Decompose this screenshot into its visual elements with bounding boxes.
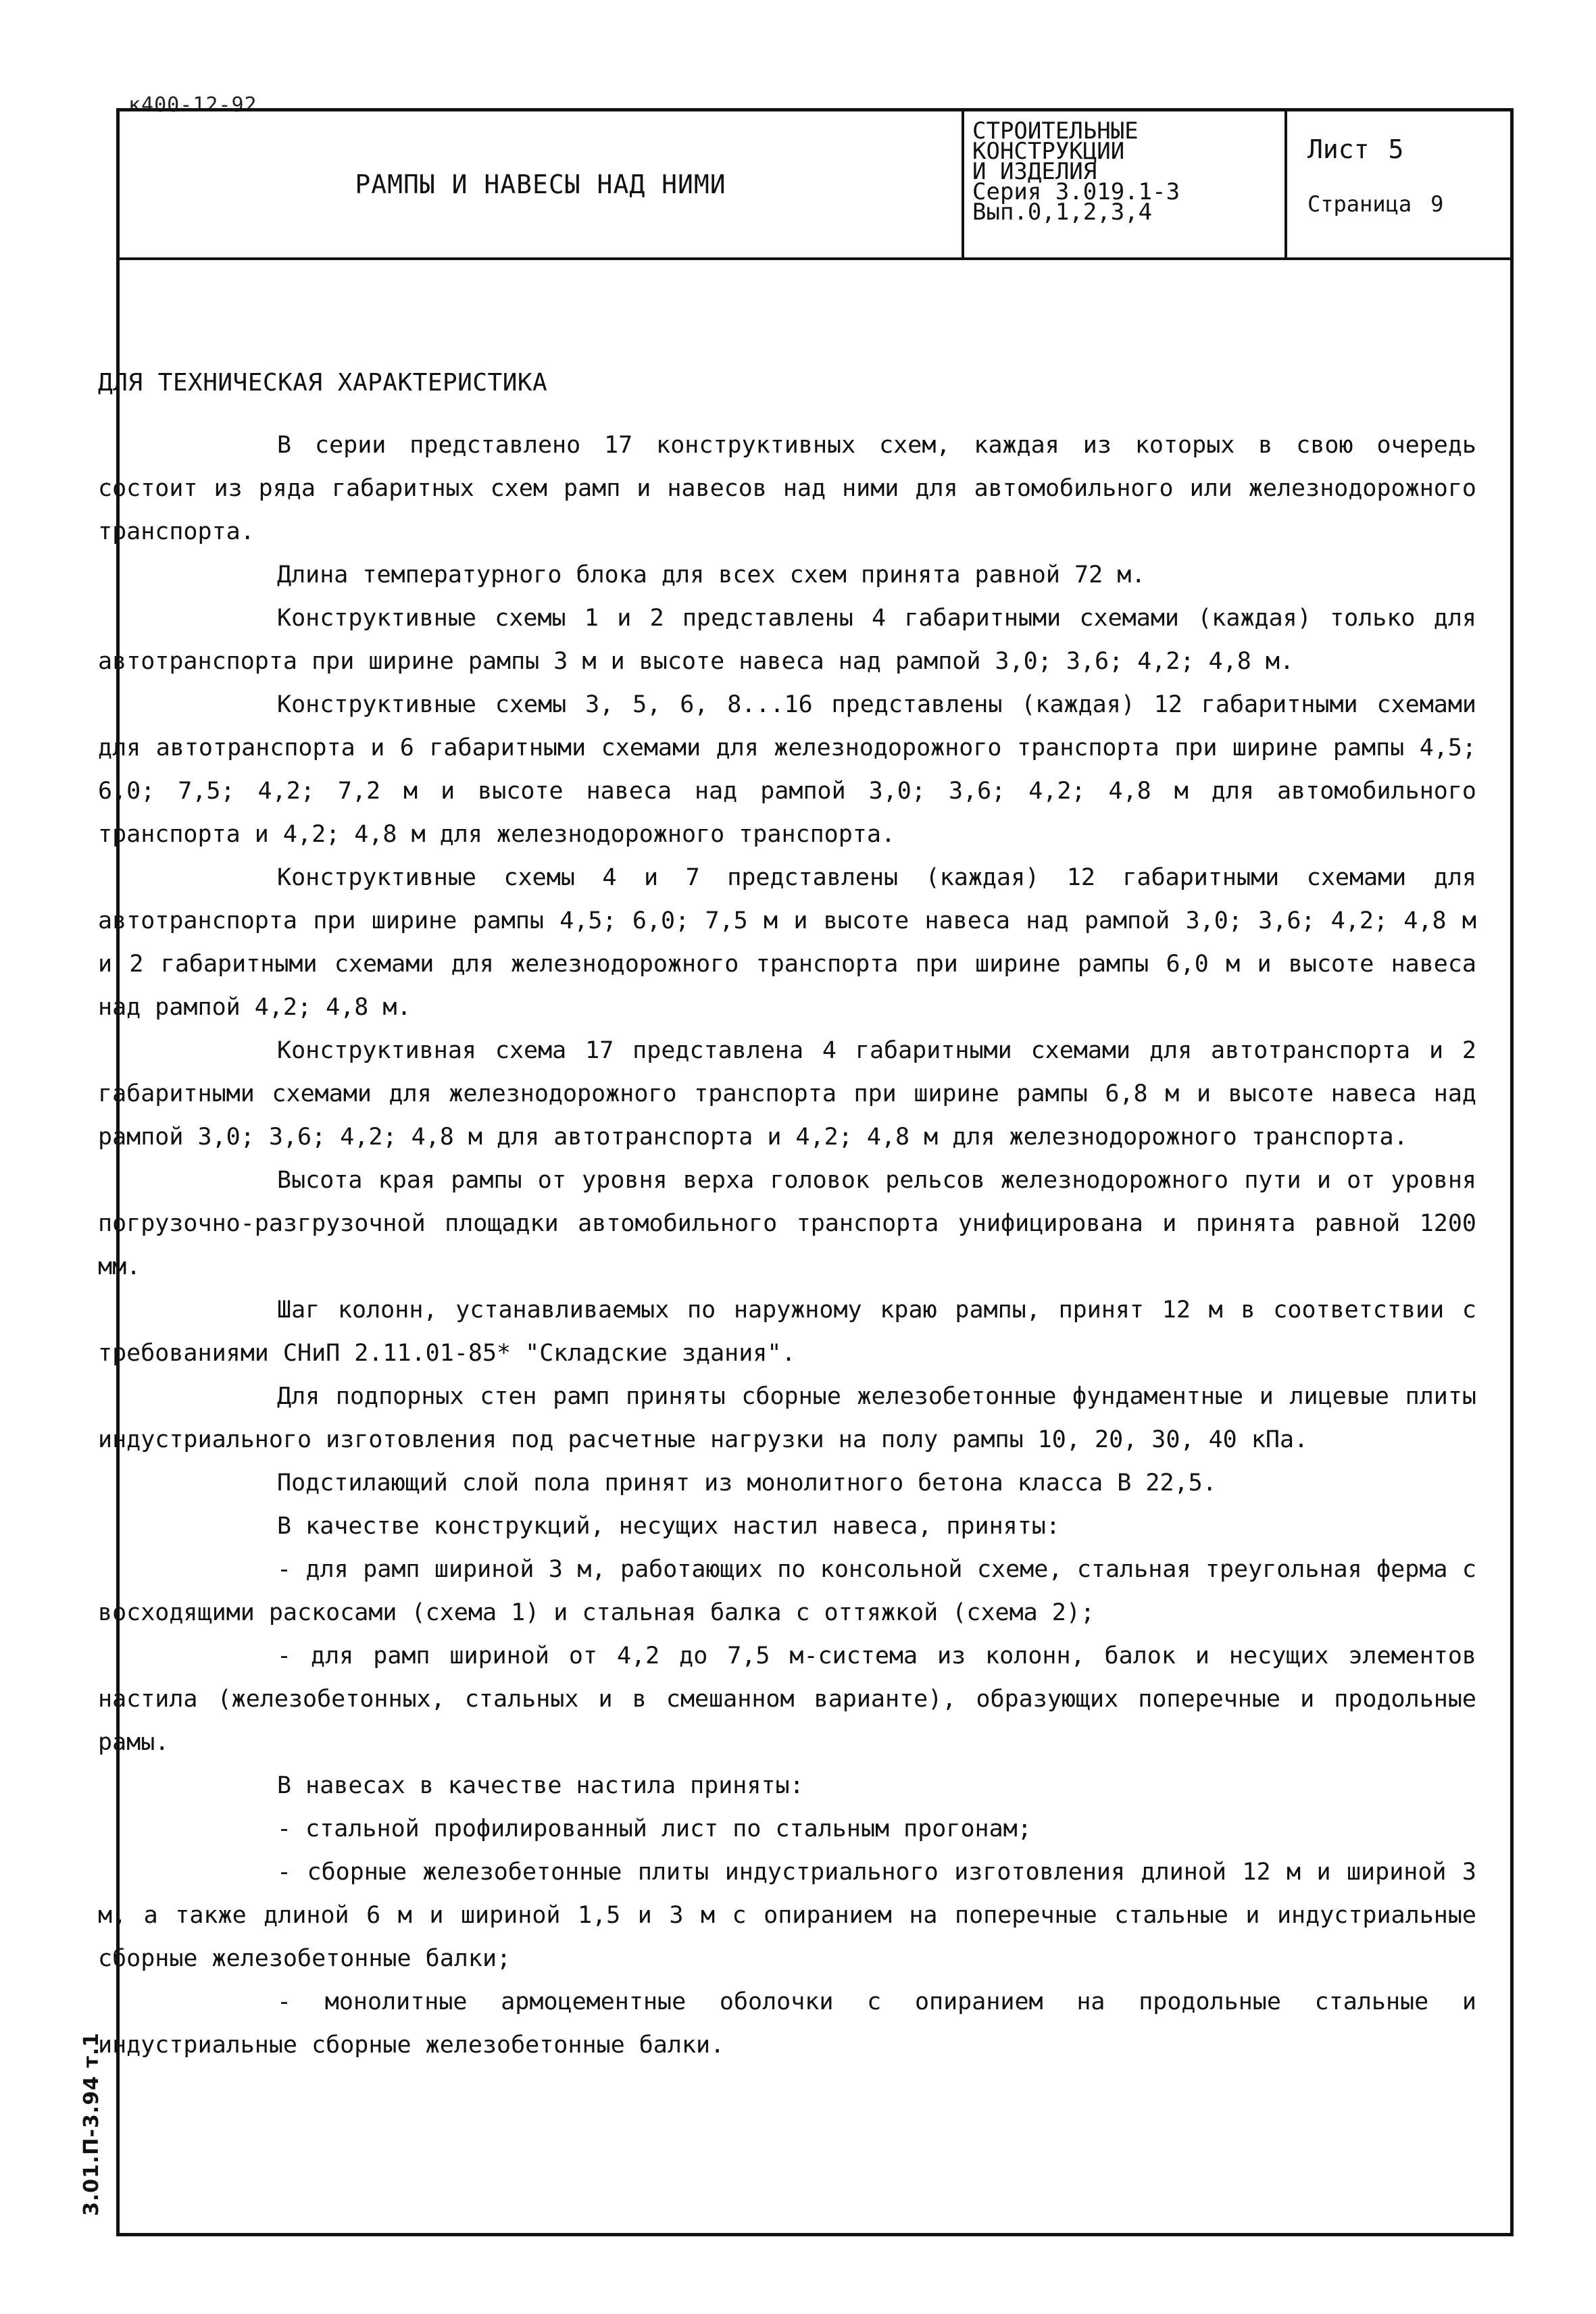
document-body [98, 361, 1476, 2067]
title-block-name [120, 111, 964, 257]
paragraph: Подстилающий слой пола принят из монолитного бетона класса В 22,5. [277, 1469, 1217, 1496]
title-block-series [964, 111, 1287, 257]
paragraph: В серии представлено 17 конструктивных схем, каждая из которых в свою очередь состоит из ряда габаритных схем рамп и навесов над ними для автомобильного или железнодорожного транспорта. [98, 432, 1476, 545]
series-line: Серия 3.019.1-3 [972, 178, 1180, 205]
paragraph: Конструктивная схема 17 представлена 4 габаритными схемами для автотранспорта и 2 габаритными схемами для железнодорожного транспорта при ширине рампы 6,8 м и высоте навеса над рампой 3,0; 3,6; 4,2; 4,8 м для автотранспорта и 4,2; 4,8 м для железнодорожного транспорта. [98, 1037, 1476, 1151]
page-number [1307, 191, 1443, 217]
paragraph: Конструктивные схемы 1 и 2 представлены 4 габаритными схемами (каждая) только для автотранспорта при ширине рампы 3 м и высоте навеса над рампой 3,0; 3,6; 4,2; 4,8 м. [98, 605, 1476, 675]
section-heading: ДЛЯ ТЕХНИЧЕСКАЯ ХАРАКТЕРИСТИКА [98, 369, 548, 397]
sheet-number [1307, 134, 1403, 164]
page-label: Страница [1307, 191, 1412, 217]
sheet-label: Лист [1307, 134, 1370, 164]
paragraph: В навесах в качестве настила приняты: [277, 1772, 804, 1799]
paragraph: Конструктивные схемы 4 и 7 представлены (каждая) 12 габаритными схемами для автотранспорта при ширине рампы 4,5; 6,0; 7,5 м и высоте навеса над рампой 3,0; 3,6; 4,2; 4,8 м и 2 габаритными схемами для железнодорожного транспорта при ширине рампы 6,0 м и высоте навеса над рампой 4,2; 4,8 м. [98, 864, 1476, 1021]
paragraph: В качестве конструкций, несущих настил навеса, приняты: [277, 1513, 1060, 1540]
paragraph: Для подпорных стен рамп приняты сборные железобетонные фундаментные и лицевые плиты индустриального изготовления под расчетные нагрузки на полу рампы 10, 20, 30, 40 кПа. [98, 1383, 1476, 1453]
paragraph: Конструктивные схемы 3, 5, 6, 8...16 представлены (каждая) 12 габаритными схемами для автотранспорта и 6 габаритными схемами для железнодорожного транспорта при ширине рампы 4,5; 6,0; 7,5; 4,2; 7,2 м и высоте навеса над рампой 3,0; 3,6; 4,2; 4,8 м для автомобильного транспорта и 4,2; 4,8 м для железнодорожного транспорта. [98, 691, 1476, 848]
series-line: И ИЗДЕЛИЯ [972, 158, 1097, 185]
list-item: - стальной профилированный лист по стальным прогонам; [277, 1815, 1032, 1842]
list-item: - для рамп шириной от 4,2 до 7,5 м-система из колонн, балок и несущих элементов настила (железобетонных, стальных и в смешанном варианте), образующих поперечные и продольные рамы. [98, 1642, 1476, 1756]
document-title: РАМПЫ И НАВЕСЫ НАД НИМИ [355, 170, 726, 199]
document-code: к400-12-92 [128, 93, 257, 117]
series-line: Вып.0,1,2,3,4 [972, 199, 1153, 226]
sheet-value: 5 [1388, 134, 1404, 164]
list-item: - монолитные армоцементные оболочки с опиранием на продольные стальные и индустриальные сборные железобетонные балки. [98, 1988, 1476, 2059]
series-line: СТРОИТЕЛЬНЫЕ [972, 118, 1139, 145]
margin-stamp: 3.01.П-3.94 т.1 [80, 2032, 103, 2216]
title-block-sheet [1287, 111, 1510, 257]
paragraph: Шаг колонн, устанавливаемых по наружному краю рампы, принят 12 м в соответствии с требованиями СНиП 2.11.01-85* "Складские здания". [98, 1297, 1476, 1367]
series-line: КОНСТРУКЦИИ [972, 138, 1125, 165]
paragraph: Высота края рампы от уровня верха головок рельсов железнодорожного пути и от уровня погрузочно-разгрузочной площадки автомобильного транспорта унифицирована и принята равной 1200 мм. [98, 1167, 1476, 1280]
list-item: - для рамп шириной 3 м, работающих по консольной схеме, стальная треугольная ферма с восходящими раскосами (схема 1) и стальная балка с оттяжкой (схема 2); [98, 1556, 1476, 1626]
page-value: 9 [1430, 191, 1444, 217]
list-item: - сборные железобетонные плиты индустриального изготовления длиной 12 м и шириной 3 м, а также длиной 6 м и шириной 1,5 и 3 м с опиранием на поперечные стальные и индустриальные сборные железобетонные балки; [98, 1859, 1476, 1972]
paragraph: Длина температурного блока для всех схем принята равной 72 м. [277, 561, 1146, 588]
title-block [120, 111, 1510, 260]
